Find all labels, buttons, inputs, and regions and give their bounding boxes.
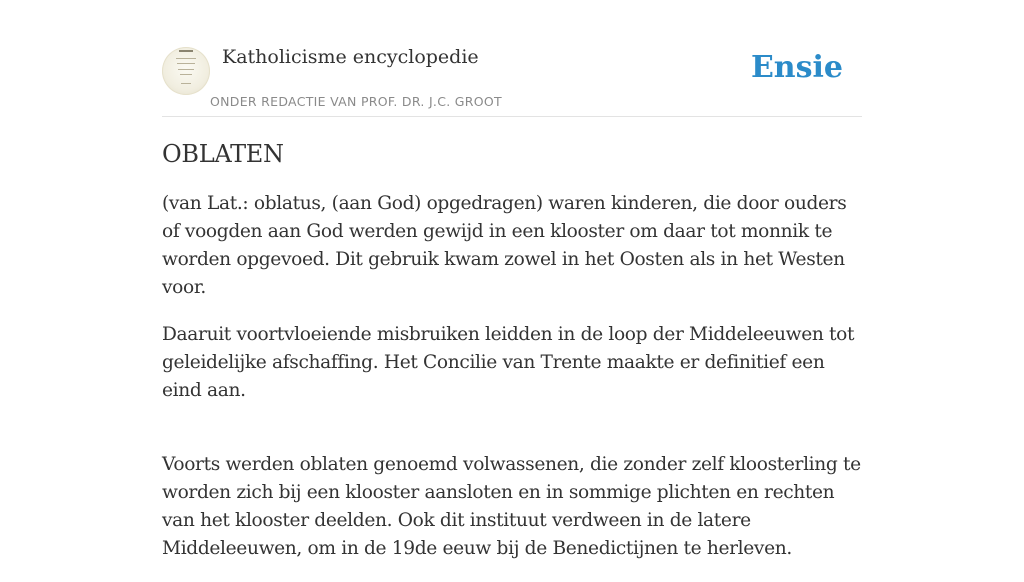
book-title[interactable]: Katholicisme encyclopedie (222, 46, 479, 68)
entry-term: OBLATEN (162, 140, 284, 168)
book-cover-thumbnail[interactable] (162, 47, 210, 95)
cover-title-mark (179, 50, 193, 52)
book-header (162, 44, 862, 117)
entry-paragraph: Voorts werden oblaten genoemd volwassenen, die zonder zelf kloosterling te worden zich bij een klooster aansloten en in sommige plichten en rechten van het klooster deelden. Ook dit instituut verdween in de latere Middeleeuwen, om in de 19de eeuw bij de Benedictijnen te herleven. (162, 454, 861, 559)
entry-paragraph: (van Lat.: oblatus, (aan God) opgedragen) waren kinderen, die door ouders of voogden aan God werden gewijd in een klooster om daar tot monnik te worden opgevoed. Dit gebruik kwam zowel in het Oosten als in het Westen voor. (162, 193, 847, 298)
entry-paragraph: Daaruit voortvloeiende misbruiken leidden in de loop der Middeleeuwen tot geleidelijke afschaffing. Het Concilie van Trente maakte er definitief een eind aan. (162, 324, 855, 401)
cover-text-line (177, 63, 195, 64)
cover-text-line (178, 69, 194, 70)
cover-text-line (176, 58, 196, 59)
cover-text-line (180, 74, 192, 75)
book-editor: ONDER REDACTIE VAN PROF. DR. J.C. GROOT (210, 94, 502, 109)
ensie-logo-link[interactable]: Ensie (750, 50, 843, 85)
entry-content (162, 138, 862, 582)
cover-text-line (181, 83, 191, 84)
